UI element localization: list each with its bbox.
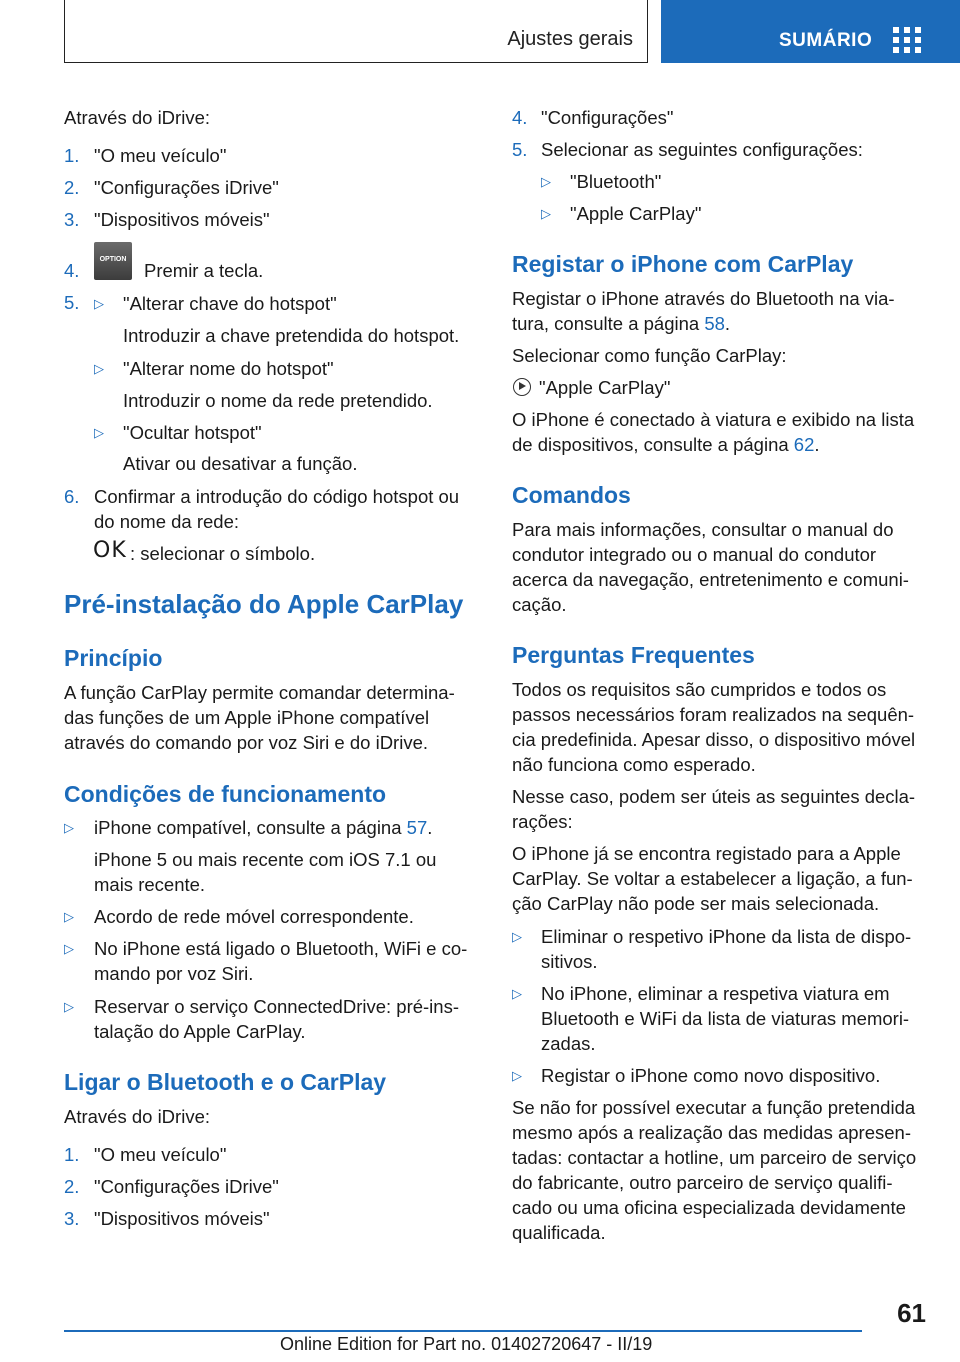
- register-text: de dispositivos, consulte a página 62.: [512, 434, 820, 455]
- step-text: "Dispositivos móveis": [94, 1208, 270, 1229]
- play-icon: [513, 378, 531, 396]
- principle-text: das funções de um Apple iPhone compatível: [64, 707, 430, 728]
- bullet-icon: ▷: [64, 941, 74, 956]
- step-text: "Configurações iDrive": [94, 1176, 279, 1197]
- step-text: Selecionar as seguintes configurações:: [541, 139, 863, 160]
- step-number: 1.: [64, 1144, 80, 1165]
- step-number: 4.: [64, 260, 80, 281]
- bullet-icon: ▷: [541, 174, 551, 189]
- ok-icon: OK: [93, 538, 127, 563]
- faq-bullet: Eliminar o respetivo iPhone da lista de dispo-: [541, 926, 912, 947]
- principle-text: A função CarPlay permite comandar determina-: [64, 682, 455, 703]
- step-text: "O meu veículo": [94, 145, 227, 166]
- faq-text: tadas: contactar a hotline, um parceiro de serviço: [512, 1147, 917, 1168]
- commands-text: cação.: [512, 594, 567, 615]
- faq-text: cia predefinida. Apesar disso, o dispositivo móvel: [512, 729, 916, 750]
- faq-text: Todos os requisitos são cumpridos e todos os: [512, 679, 887, 700]
- page-link[interactable]: 58: [704, 313, 725, 334]
- faq-text: qualificada.: [512, 1222, 606, 1243]
- heading-preinstall: Pré-instalação do Apple CarPlay: [64, 589, 464, 619]
- condition-text: No iPhone está ligado o Bluetooth, WiFi e co-: [94, 938, 468, 959]
- step-number: 1.: [64, 145, 80, 166]
- step-note: Introduzir a chave pretendida do hotspot.: [123, 325, 460, 346]
- condition-text: mando por voz Siri.: [94, 963, 254, 984]
- step-number: 5.: [512, 139, 528, 160]
- commands-text: acerca da navegação, entretenimento e comuni-: [512, 569, 909, 590]
- faq-text: rações:: [512, 811, 573, 832]
- step-text: Premir a tecla.: [144, 260, 264, 281]
- faq-text: Se não for possível executar a função pretendida: [512, 1097, 916, 1118]
- step-text: "Dispositivos móveis": [94, 209, 270, 230]
- step-number: 2.: [64, 1176, 80, 1197]
- step-note: Introduzir o nome da rede pretendido.: [123, 390, 433, 411]
- condition-text: Reservar o serviço ConnectedDrive: pré-ins-: [94, 996, 459, 1017]
- grid-icon: [893, 27, 921, 53]
- step-text-cont: do nome da rede:: [94, 511, 240, 532]
- register-text: O iPhone é conectado à viatura e exibido na lista: [512, 409, 915, 430]
- ok-text: : selecionar o símbolo.: [130, 543, 316, 564]
- faq-bullet: sitivos.: [541, 951, 598, 972]
- condition-note: iPhone 5 ou mais recente com iOS 7.1 ou: [94, 849, 437, 870]
- bullet-icon: ▷: [512, 986, 522, 1001]
- step-text: "Configurações iDrive": [94, 177, 279, 198]
- heading-faq: Perguntas Frequentes: [512, 642, 755, 668]
- heading-connect: Ligar o Bluetooth e o CarPlay: [64, 1069, 387, 1095]
- heading-register: Registar o iPhone com CarPlay: [512, 251, 854, 277]
- step-text: "Configurações": [541, 107, 674, 128]
- faq-bullet: Bluetooth e WiFi da lista de viaturas memori-: [541, 1008, 910, 1029]
- step-number: 3.: [64, 209, 80, 230]
- page-link[interactable]: 57: [406, 817, 428, 838]
- faq-text: não funciona como esperado.: [512, 754, 756, 775]
- bullet-icon: ▷: [512, 1068, 522, 1083]
- bullet-text: "Alterar nome do hotspot": [123, 358, 334, 379]
- bullet-icon: ▷: [94, 425, 104, 440]
- step-number: 6.: [64, 486, 80, 507]
- option-key-icon: OPTION: [94, 242, 132, 280]
- page-link[interactable]: 62: [793, 434, 815, 455]
- commands-text: condutor integrado ou o manual do condutor: [512, 544, 877, 565]
- step-number: 2.: [64, 177, 80, 198]
- faq-text: O iPhone já se encontra registado para a Apple: [512, 843, 901, 864]
- bullet-icon: ▷: [64, 909, 74, 924]
- step-number: 4.: [512, 107, 528, 128]
- condition-text: iPhone compatível, consulte a página 57.: [94, 817, 433, 838]
- bullet-icon: ▷: [94, 361, 104, 376]
- register-item: "Apple CarPlay": [539, 377, 671, 398]
- faq-text: CarPlay. Se voltar a estabelecer a ligação, a fun-: [512, 868, 913, 889]
- heading-commands: Comandos: [512, 482, 631, 508]
- intro-text: Através do iDrive:: [64, 1106, 210, 1127]
- faq-text: cado ou uma oficina especializada devidamente: [512, 1197, 906, 1218]
- bullet-icon: ▷: [512, 929, 522, 944]
- bullet-text: "Ocultar hotspot": [123, 422, 262, 443]
- faq-text: passos necessários foram realizados na sequên-: [512, 704, 915, 725]
- bullet-text: "Bluetooth": [570, 171, 662, 192]
- faq-bullet: Registar o iPhone como novo dispositivo.: [541, 1065, 881, 1086]
- condition-note: mais recente.: [94, 874, 206, 895]
- header-bar: [64, 0, 648, 63]
- step-number: 3.: [64, 1208, 80, 1229]
- faq-text: ção CarPlay não pode ser mais selecionada.: [512, 893, 880, 914]
- bullet-icon: ▷: [541, 206, 551, 221]
- section-title: Ajustes gerais: [507, 28, 633, 50]
- page-number: 61: [897, 1298, 926, 1328]
- register-text: Registar o iPhone através do Bluetooth na via-: [512, 288, 895, 309]
- summary-label: SUMÁRIO: [779, 30, 873, 51]
- bullet-icon: ▷: [94, 296, 104, 311]
- commands-text: Para mais informações, consultar o manual do: [512, 519, 894, 540]
- summary-button[interactable]: [661, 0, 960, 63]
- bullet-icon: ▷: [64, 820, 74, 835]
- heading-principle: Princípio: [64, 645, 163, 671]
- faq-text: Nesse caso, podem ser úteis as seguintes decla-: [512, 786, 916, 807]
- step-number: 5.: [64, 292, 80, 313]
- condition-text: Acordo de rede móvel correspondente.: [94, 906, 414, 927]
- footer-divider: [64, 1330, 862, 1332]
- step-text: "Alterar chave do hotspot": [123, 293, 337, 314]
- condition-text: talação do Apple CarPlay.: [94, 1021, 306, 1042]
- step-text: "O meu veículo": [94, 1144, 227, 1165]
- bullet-icon: ▷: [64, 999, 74, 1014]
- bullet-text: "Apple CarPlay": [570, 203, 702, 224]
- register-text: Selecionar como função CarPlay:: [512, 345, 787, 366]
- heading-conditions: Condições de funcionamento: [64, 781, 387, 807]
- principle-text: através do comando por voz Siri e do iDrive.: [64, 732, 429, 753]
- faq-text: mesmo após a realização das medidas apresen-: [512, 1122, 911, 1143]
- intro-text: Através do iDrive:: [64, 107, 210, 128]
- step-note: Ativar ou desativar a função.: [123, 453, 358, 474]
- faq-bullet: zadas.: [541, 1033, 596, 1054]
- step-text: Confirmar a introdução do código hotspot ou: [94, 486, 460, 507]
- register-text: tura, consulte a página 58.: [512, 313, 731, 334]
- faq-bullet: No iPhone, eliminar a respetiva viatura em: [541, 983, 890, 1004]
- faq-text: do fabricante, outro parceiro de serviço qualifi-: [512, 1172, 893, 1193]
- footer-edition: Online Edition for Part no. 01402720647 - II/19: [280, 1334, 653, 1354]
